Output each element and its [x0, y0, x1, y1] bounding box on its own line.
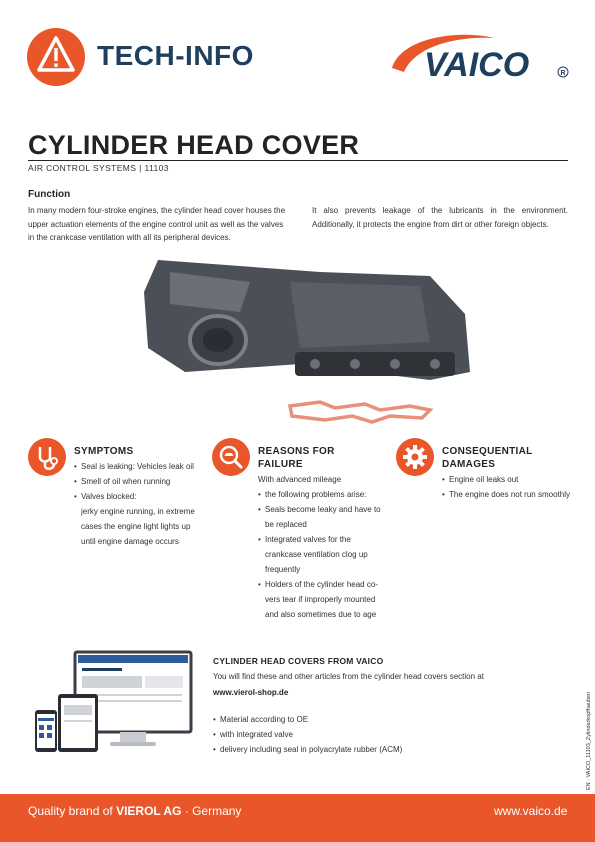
product-range-text: You will find these and other articles from the cylinder head covers section at [213, 672, 484, 681]
list-item: cases the engine light lights up [81, 522, 191, 531]
list-item: • Seal is leaking: Vehicles leak oil [74, 459, 214, 474]
consequences-heading-line-1: CONSEQUENTIAL [442, 446, 533, 457]
product-features-list [213, 712, 513, 757]
document-code: EN · VAICO_11103_Zylinderkopfhauben [586, 691, 592, 790]
function-text-left: In many modern four-stroke engines, the cylinder head cover houses the upper actuation elements of the engine control unit as well as the valves in the crankcase ventilation with all its peripheral devices. [28, 206, 286, 242]
shop-link[interactable]: www.vierol-shop.de [213, 688, 289, 697]
page-subtitle: AIR CONTROL SYSTEMS | 11103 [28, 163, 169, 173]
header-title: TECH-INFO [97, 40, 254, 71]
webshop-devices-image [30, 650, 195, 755]
symptoms-heading: SYMPTOMS [74, 446, 134, 457]
svg-text:VAICO: VAICO [424, 46, 530, 84]
svg-text:R: R [560, 69, 566, 77]
list-item: • Smell of oil when running [74, 474, 214, 489]
footer-company: VIEROL AG [116, 804, 182, 818]
consequences-list [442, 472, 572, 502]
reasons-heading [258, 445, 335, 471]
list-item: • The engine does not run smoothly [442, 487, 572, 502]
list-item: • Holders of the cylinder head co- [258, 577, 398, 592]
list-item: • Valves blocked: [74, 489, 214, 504]
reasons-heading-line-2: FAILURE [258, 459, 303, 470]
list-item: vers tear if improperly mounted [265, 595, 376, 604]
list-item: With advanced mileage [258, 475, 342, 484]
list-item: • Material according to OE [213, 712, 513, 727]
cylinder-head-cover-image [130, 252, 475, 427]
consequences-heading [442, 445, 533, 471]
footer-suffix: · Germany [181, 804, 242, 818]
list-item: be replaced [265, 520, 307, 529]
product-range-heading: CYLINDER HEAD COVERS FROM VAICO [213, 656, 384, 666]
list-item: until engine damage occurs [81, 537, 179, 546]
list-item: and also sometimes due to age [265, 610, 377, 619]
search-car-icon [212, 438, 250, 476]
list-item: crankcase ventilation clog up [265, 550, 368, 559]
reasons-heading-line-1: REASONS FOR [258, 446, 335, 457]
gear-icon [396, 438, 434, 476]
footer-brand [28, 804, 241, 818]
reasons-list [258, 472, 398, 622]
list-item: jerky engine running, in extreme [81, 507, 195, 516]
list-item: • delivery including seal in polyacrylate rubber (ACM) [213, 742, 513, 757]
function-text-right: It also prevents leakage of the lubricants in the environment. Additionally, it protects the engine from dirt or other foreign objects. [312, 206, 568, 229]
warning-icon [27, 28, 85, 86]
footer-prefix: Quality brand of [28, 804, 117, 818]
list-item: • Integrated valves for the [258, 532, 398, 547]
page-title: CYLINDER HEAD COVER [28, 130, 360, 160]
list-item: • the following problems arise: [258, 487, 398, 502]
list-item: frequently [265, 565, 301, 574]
footer-website-link[interactable]: www.vaico.de [494, 804, 568, 818]
list-item: • with integrated valve [213, 727, 513, 742]
consequences-heading-line-2: DAMAGES [442, 459, 496, 470]
list-item: • Engine oil leaks out [442, 472, 572, 487]
list-item: • Seals become leaky and have to [258, 502, 398, 517]
function-heading: Function [28, 189, 71, 200]
symptoms-list [74, 459, 214, 549]
stethoscope-icon [28, 438, 66, 476]
footer-bar [0, 794, 595, 842]
title-divider [28, 160, 568, 161]
vaico-logo [382, 28, 570, 84]
